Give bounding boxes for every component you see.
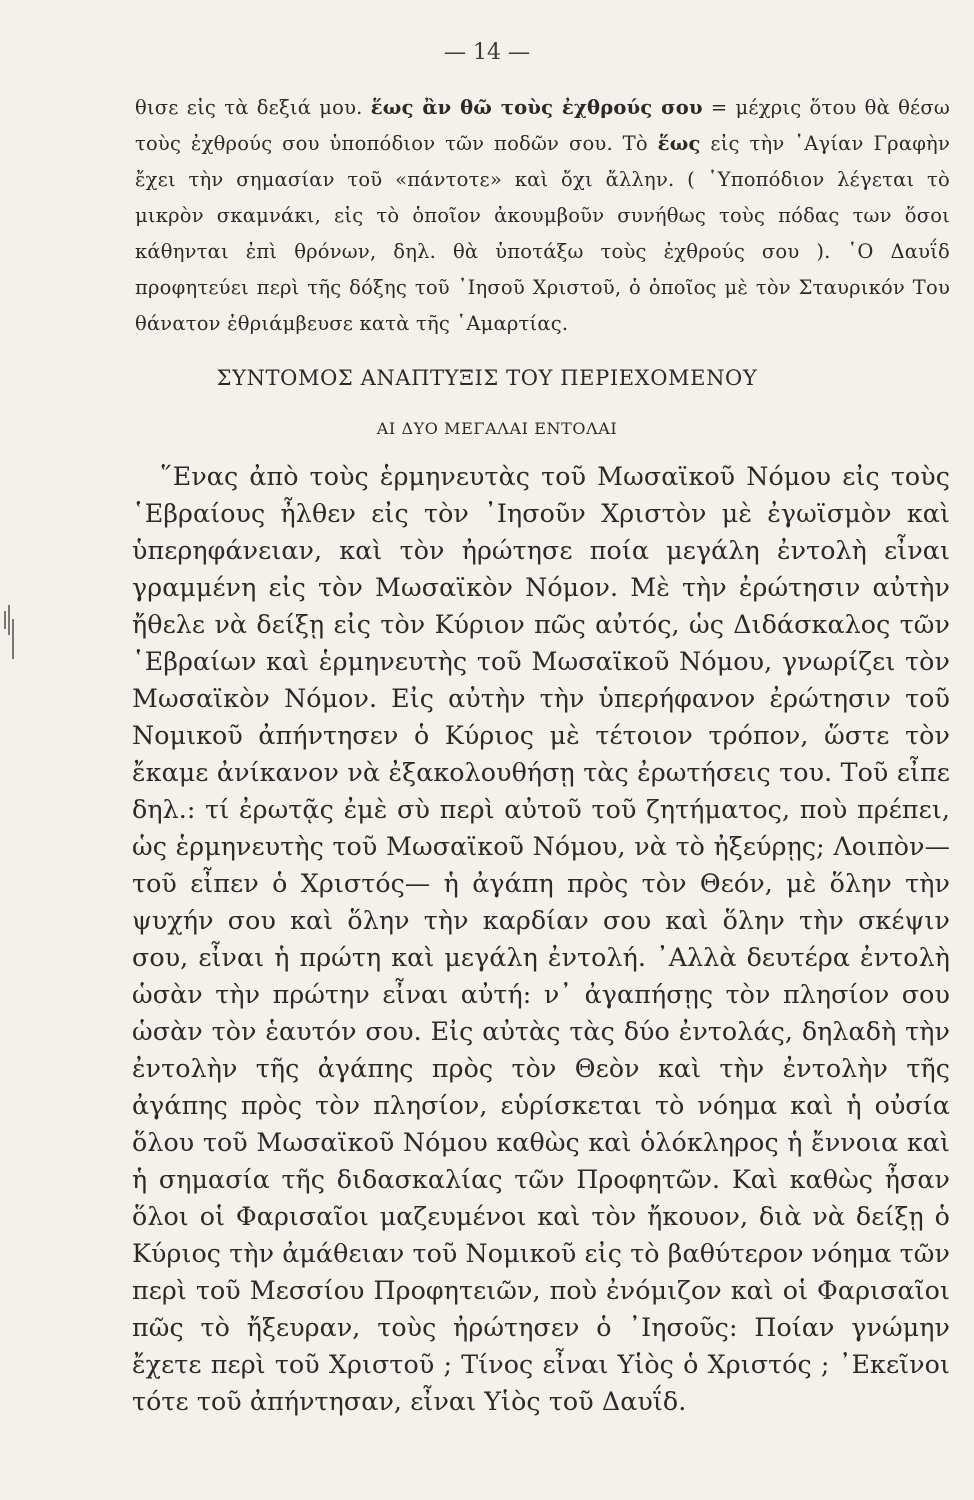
margin-scratch-mark <box>2 605 16 665</box>
section-subheading: ΑΙ ΔΥΟ ΜΕΓΑΛΑΙ ΕΝΤΟΛΑΙ <box>376 419 618 438</box>
intro-text <box>135 90 950 342</box>
section-heading: ΣΥΝΤΟΜΟΣ ΑΝΑΠΤΥΞΙΣ ΤΟΥ ΠΕΡΙΕΧΟΜΕΝΟΥ <box>216 366 758 390</box>
body-text: ῞Ενας ἀπὸ τοὺς ἑρμηνευτὰς τοῦ Μωσαϊκοῦ Νόμου εἰς τοὺς ῾Εβραίους ἦλθεν εἰς τὸν ᾽Ιησοῦν Χριστὸν μὲ ἐγωϊσμὸν καὶ ὑπερηφάνειαν, καὶ τὸν ἠρώτησε ποία μεγάλη ἐντολὴ εἶναι γραμμένη εἰς τὸν Μωσαϊκὸν Νόμον. Μὲ τὴν ἐρώτησιν αὐτὴν ἤθελε νὰ δείξῃ εἰς τὸν Κύριον πῶς αὐτός, ὡς Διδάσκαλος τῶν ῾Εβραίων καὶ ἑρμηνευτὴς τοῦ Μωσαϊκοῦ Νόμου, γνωρίζει τὸν Μωσαϊκὸν Νόμον. Εἰς αὐτὴν τὴν ὑπερήφανον ἐρώτησιν τοῦ Νομικοῦ ἀπήντησεν ὁ Κύριος μὲ τέτοιον τρόπον, ὥστε τὸν ἔκαμε ἀνίκανον νὰ ἐξακολουθήσῃ τὰς ἐρωτήσεις του. Τοῦ εἶπε δηλ.: τί ἐρωτᾷς ἐμὲ σὺ περὶ αὐτοῦ τοῦ ζητήματος, ποὺ πρέπει, ὡς ἑρμηνευτὴς τοῦ Μωσαϊκοῦ Νόμου, νὰ τὸ ἠξεύρῃς; Λοιπὸν—τοῦ εἶπεν ὁ Χριστός— ἡ ἀγάπη πρὸς τὸν Θεόν, μὲ ὅλην τὴν ψυχήν σου καὶ ὅλην τὴν καρδίαν σου καὶ ὅλην τὴν σκέψιν σου, εἶναι ἡ πρώτη καὶ μεγάλη ἐντολή. ᾽Αλλὰ δευτέρα ἐντολὴ ὡσὰν τὴν πρώτην εἶναι αὐτή: ν᾽ ἀγαπήσῃς τὸν πλησίον σου ὡσὰν τὸν ἑαυτόν σου. Εἰς αὐτὰς τὰς δύο ἐντολάς, δηλαδὴ τὴν ἐντολὴν τῆς ἀγάπης πρὸς τὸν Θεὸν καὶ τὴν ἐντολὴν τῆς ἀγάπης πρὸς τὸν πλησίον, εὑρίσκεται τὸ νόημα καὶ ἡ οὐσία ὅλου τοῦ Μωσαϊκοῦ Νόμου καθὼς καὶ ὁλόκληρος ἡ ἔννοια καὶ ἡ σημασία τῆς διδασκαλίας τῶν Προφητῶν. Καὶ καθὼς ἦσαν ὅλοι οἱ Φαρισαῖοι μαζευμένοι καὶ τὸν ἤκουον, διὰ νὰ δείξῃ ὁ Κύριος τὴν ἀμάθειαν τοῦ Νομικοῦ εἰς τὸ βαθύτερον νόημα τῶν περὶ τοῦ Μεσσίου Προφητειῶν, ποὺ ἐνόμιζον καὶ οἱ Φαρισαῖοι πῶς τὸ ἤξευραν, τοὺς ἠρώτησεν ὁ ᾽Ιησοῦς: Ποίαν γνώμην ἔχετε περὶ τοῦ Χριστοῦ ; Τίνος εἶναι Υἱὸς ὁ Χριστός ; ᾽Εκεῖνοι τότε τοῦ ἀπήντησαν, εἶναι Υἱὸς τοῦ Δαυΐδ. <box>132 462 950 1416</box>
intro-emphasis-2: ἕως <box>657 132 701 155</box>
intro-text-part-1: θισε εἰς τὰ δεξιά μου. <box>135 96 371 119</box>
intro-text-part-3: εἰς τὴν ῾Αγίαν Γραφὴν ἔχει τὴν σημασίαν τοῦ «πάντοτε» καὶ ὄχι ἄλλην. ( ῾Υποπόδιον λέγεται τὸ μικρὸν σκαμνάκι, εἰς τὸ ὁποῖον ἀκουμβοῦν συνήθως τοὺς πόδας των ὅσοι κάθηνται ἐπὶ θρόνων, δηλ. θὰ ὑποτάξω τοὺς ἐχθρούς σου ). ῾Ο Δαυΐδ προφητεύει περὶ τῆς δόξης τοῦ ᾽Ιησοῦ Χριστοῦ, ὁ ὁποῖος μὲ τὸν Σταυρικόν Του θάνατον ἐθριάμβευσε κατὰ τῆς ῾Αμαρτίας. <box>135 132 950 335</box>
intro-emphasis-1: ἕως ἂν θῶ τοὺς ἐχθρούς σου <box>370 96 703 119</box>
intro-paragraph <box>135 90 950 342</box>
page-number: — 14 — <box>444 40 530 65</box>
body-paragraph <box>132 458 950 1420</box>
intro-text-part-2: = μέχρις ὅτου θὰ θέσω τοὺς ἐχθρούς σου ὑποπόδιον τῶν ποδῶν σου. Τὸ <box>135 96 950 155</box>
